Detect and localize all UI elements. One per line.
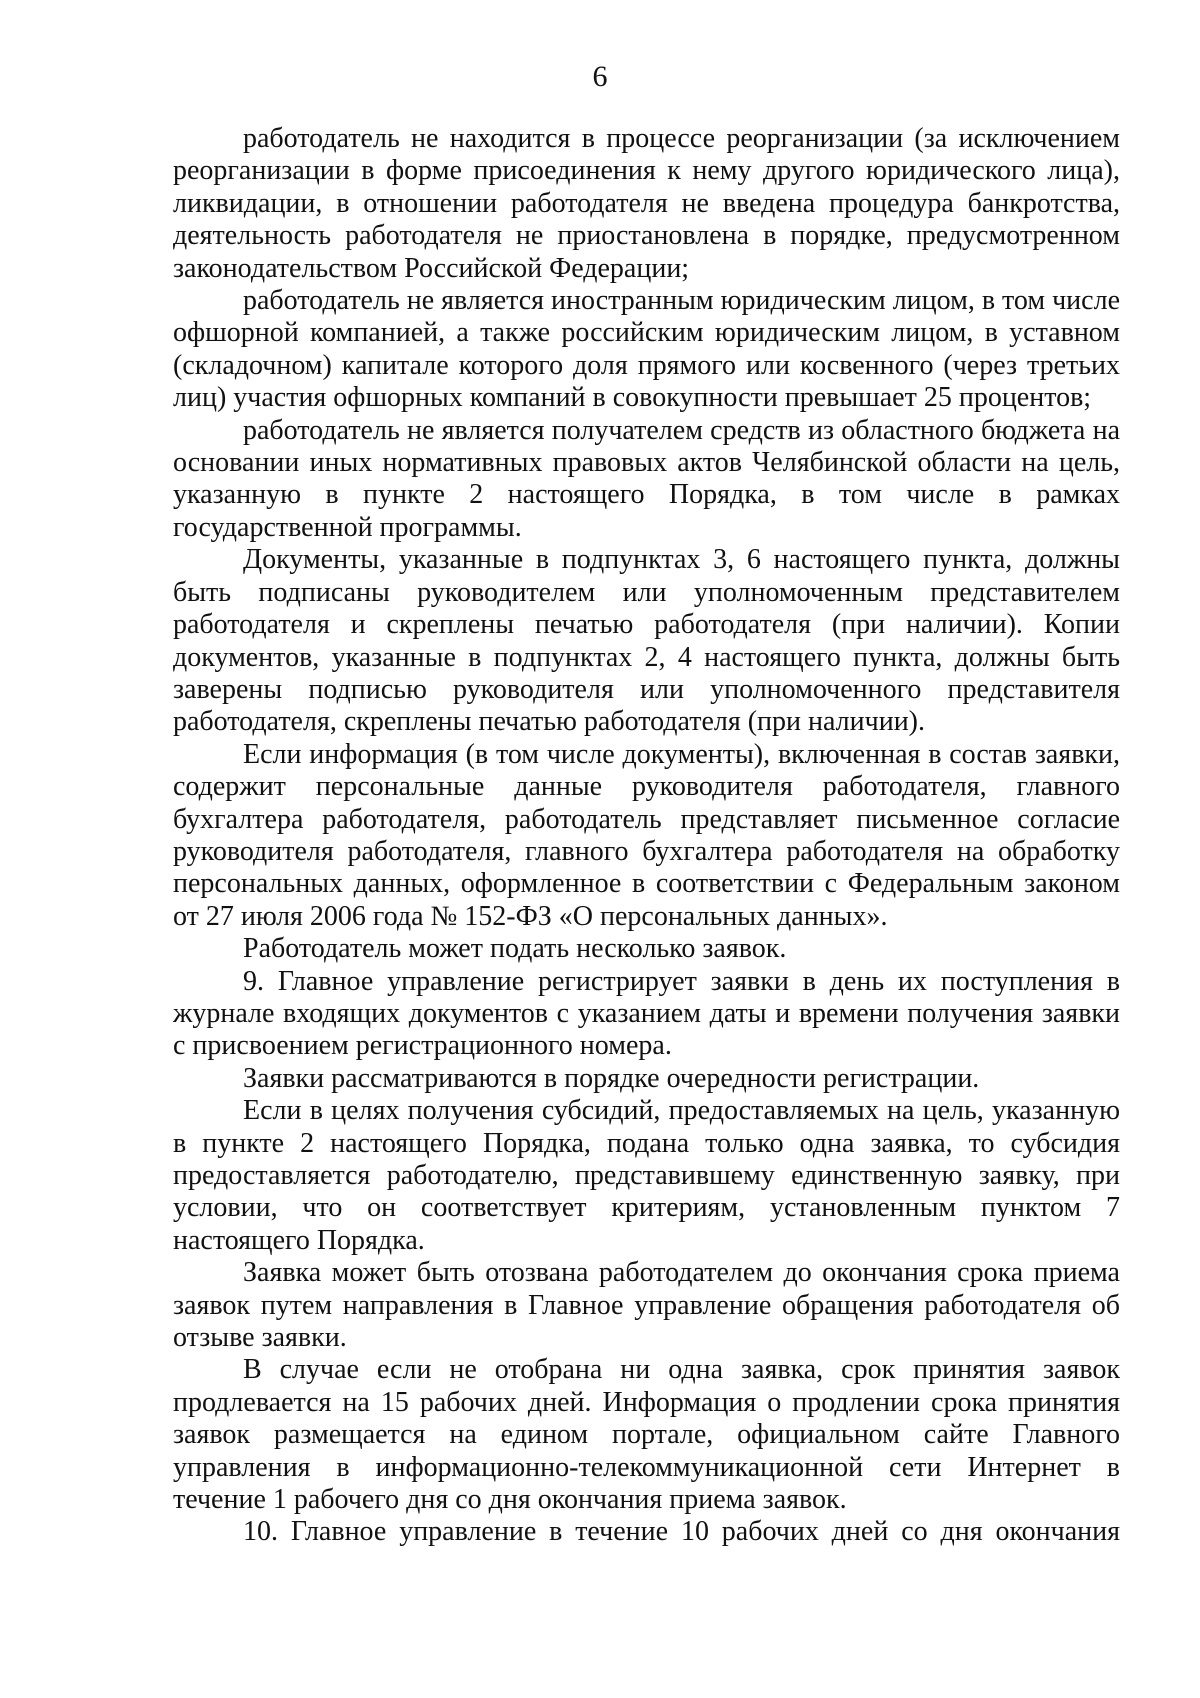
paragraph-multiple-applications: Работодатель может подать несколько заявок. — [243, 933, 787, 965]
document-body — [173, 123, 1120, 1549]
paragraph-regional-budget: работодатель не является получателем средств из областного бюджета на основании иных нормативных правовых актов Челябинской области на цель, указанную в пункте 2 настоящего Порядка, в том числе в рамках государственной программы. — [173, 414, 1120, 543]
paragraph-documents-signature: Документы, указанные в подпунктах 3, 6 настоящего пункта, должны быть подписаны руководителем или уполномоченным представителем работодателя и скреплены печатью работодателя (при наличии). Копии документов, указанные в подпунктах 2, 4 настоящего пункта, должны быть заверены подписью руководителя или уполномоченного представителя работодателя, скреплены печатью работодателя (при наличии). — [173, 544, 1120, 738]
paragraph-item-9-registration: 9. Главное управление регистрирует заявки в день их поступления в журнале входящих документов с указанием даты и времени получения заявки с присвоением регистрационного номера. — [173, 965, 1120, 1062]
paragraph-reorganization: работодатель не находится в процессе реорганизации (за исключением реорганизации в форме присоединения к нему другого юридического лица), ликвидации, в отношении работодателя не введена процедура банкротства, деятельность работодателя не приостановлена в порядке, предусмотренном законодательством Российской Федерации; — [173, 123, 1120, 284]
paragraph-item-10: 10. Главное управление в течение 10 рабочих дней со дня окончания — [243, 1516, 1120, 1548]
page-number: 6 — [592, 60, 608, 93]
paragraph-foreign-entity: работодатель не является иностранным юридическим лицом, в том числе офшорной компанией, а также российским юридическим лицом, в уставном (складочном) капитале которого доля прямого или косвенного (через третьих лиц) участия офшорных компаний в совокупности превышает 25 процентов; — [173, 285, 1120, 414]
paragraph-withdrawal: Заявка может быть отозвана работодателем до окончания срока приема заявок путем направления в Главное управление обращения работодателя об отзыве заявки. — [173, 1257, 1120, 1354]
paragraph-personal-data: Если информация (в том числе документы), включенная в состав заявки, содержит персональные данные руководителя работодателя, главного бухгалтера работодателя, работодатель представляет письменное согласие руководителя работодателя, главного бухгалтера работодателя на обработку персональных данных, оформленное в соответствии с Федеральным законом от 27 июля 2006 года № 152-ФЗ «О персональных данных». — [173, 738, 1120, 932]
paragraph-order-of-review: Заявки рассматриваются в порядке очередности регистрации. — [243, 1062, 980, 1094]
paragraph-extension: В случае если не отобрана ни одна заявка, срок принятия заявок продлевается на 15 рабочих дней. Информация о продлении срока принятия заявок размещается на едином портале, официальном сайте Главного управления в информационно-телекоммуникационной сети Интернет в течение 1 рабочего дня со дня окончания приема заявок. — [173, 1354, 1120, 1516]
paragraph-single-application: Если в целях получения субсидий, предоставляемых на цель, указанную в пункте 2 настоящего Порядка, подана только одна заявка, то субсидия предоставляется работодателю, представившему единственную заявку, при условии, что он соответствует критериям, установленным пунктом 7 настоящего Порядка. — [173, 1095, 1120, 1256]
